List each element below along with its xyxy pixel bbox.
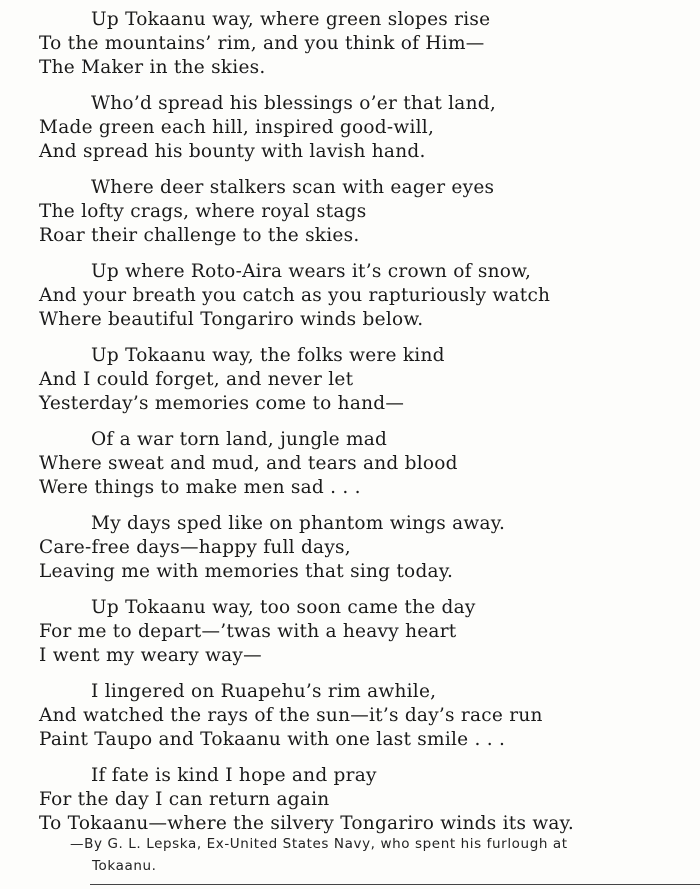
poem-line: The Maker in the skies. (39, 57, 266, 78)
poem-line: I lingered on Ruapehu’s rim awhile, (91, 681, 437, 702)
poem-line: If fate is kind I hope and pray (91, 765, 377, 786)
stanza (39, 8, 689, 80)
stanza (39, 680, 689, 752)
poem-line: Where sweat and mud, and tears and blood (39, 453, 458, 474)
poem-line: Leaving me with memories that sing today. (39, 561, 454, 582)
stanza (39, 92, 689, 164)
poem-line: I went my weary way— (39, 645, 262, 666)
poem-line: Who’d spread his blessings o’er that land, (91, 93, 496, 114)
poem-line: Of a war torn land, jungle mad (91, 429, 388, 450)
poem-line: Yesterday’s memories come to hand— (39, 393, 405, 414)
poem-line: Care-free days—happy full days, (39, 537, 351, 558)
poem-line: To Tokaanu—where the silvery Tongariro winds its way. (39, 813, 575, 834)
poem-line: Up Tokaanu way, too soon came the day (91, 597, 476, 618)
attribution (70, 833, 680, 877)
poem-line: Where beautiful Tongariro winds below. (39, 309, 424, 330)
stanza (39, 260, 689, 332)
stanza (39, 512, 689, 584)
bottom-divider (90, 884, 700, 885)
poem-line: And watched the rays of the sun—it’s day’s race run (39, 705, 543, 726)
poem-line: And spread his bounty with lavish hand. (39, 141, 426, 162)
poem-line: And I could forget, and never let (39, 369, 354, 390)
poem-line: To the mountains’ rim, and you think of Him— (39, 33, 485, 54)
poem-line: For me to depart—’twas with a heavy heart (39, 621, 457, 642)
stanza (39, 764, 689, 836)
stanza (39, 176, 689, 248)
poem (39, 8, 689, 848)
poem-line: And your breath you catch as you rapturiously watch (39, 285, 551, 306)
poem-line: Where deer stalkers scan with eager eyes (91, 177, 495, 198)
poem-line: My days sped like on phantom wings away. (91, 513, 506, 534)
poem-line: For the day I can return again (39, 789, 330, 810)
poem-line: The lofty crags, where royal stags (39, 201, 367, 222)
poem-line: Roar their challenge to the skies. (39, 225, 360, 246)
poem-line: Up where Roto-Aira wears it’s crown of snow, (91, 261, 532, 282)
attribution-line: —By G. L. Lepska, Ex-United States Navy, who spent his furlough at (70, 836, 568, 852)
stanza (39, 428, 689, 500)
poem-line: Up Tokaanu way, where green slopes rise (91, 9, 491, 30)
stanza (39, 344, 689, 416)
poem-line: Paint Taupo and Tokaanu with one last smile . . . (39, 729, 506, 750)
poem-line: Up Tokaanu way, the folks were kind (91, 345, 445, 366)
stanza (39, 596, 689, 668)
attribution-line: Tokaanu. (92, 858, 157, 874)
poem-line: Made green each hill, inspired good-will, (39, 117, 435, 138)
poem-line: Were things to make men sad . . . (39, 477, 361, 498)
